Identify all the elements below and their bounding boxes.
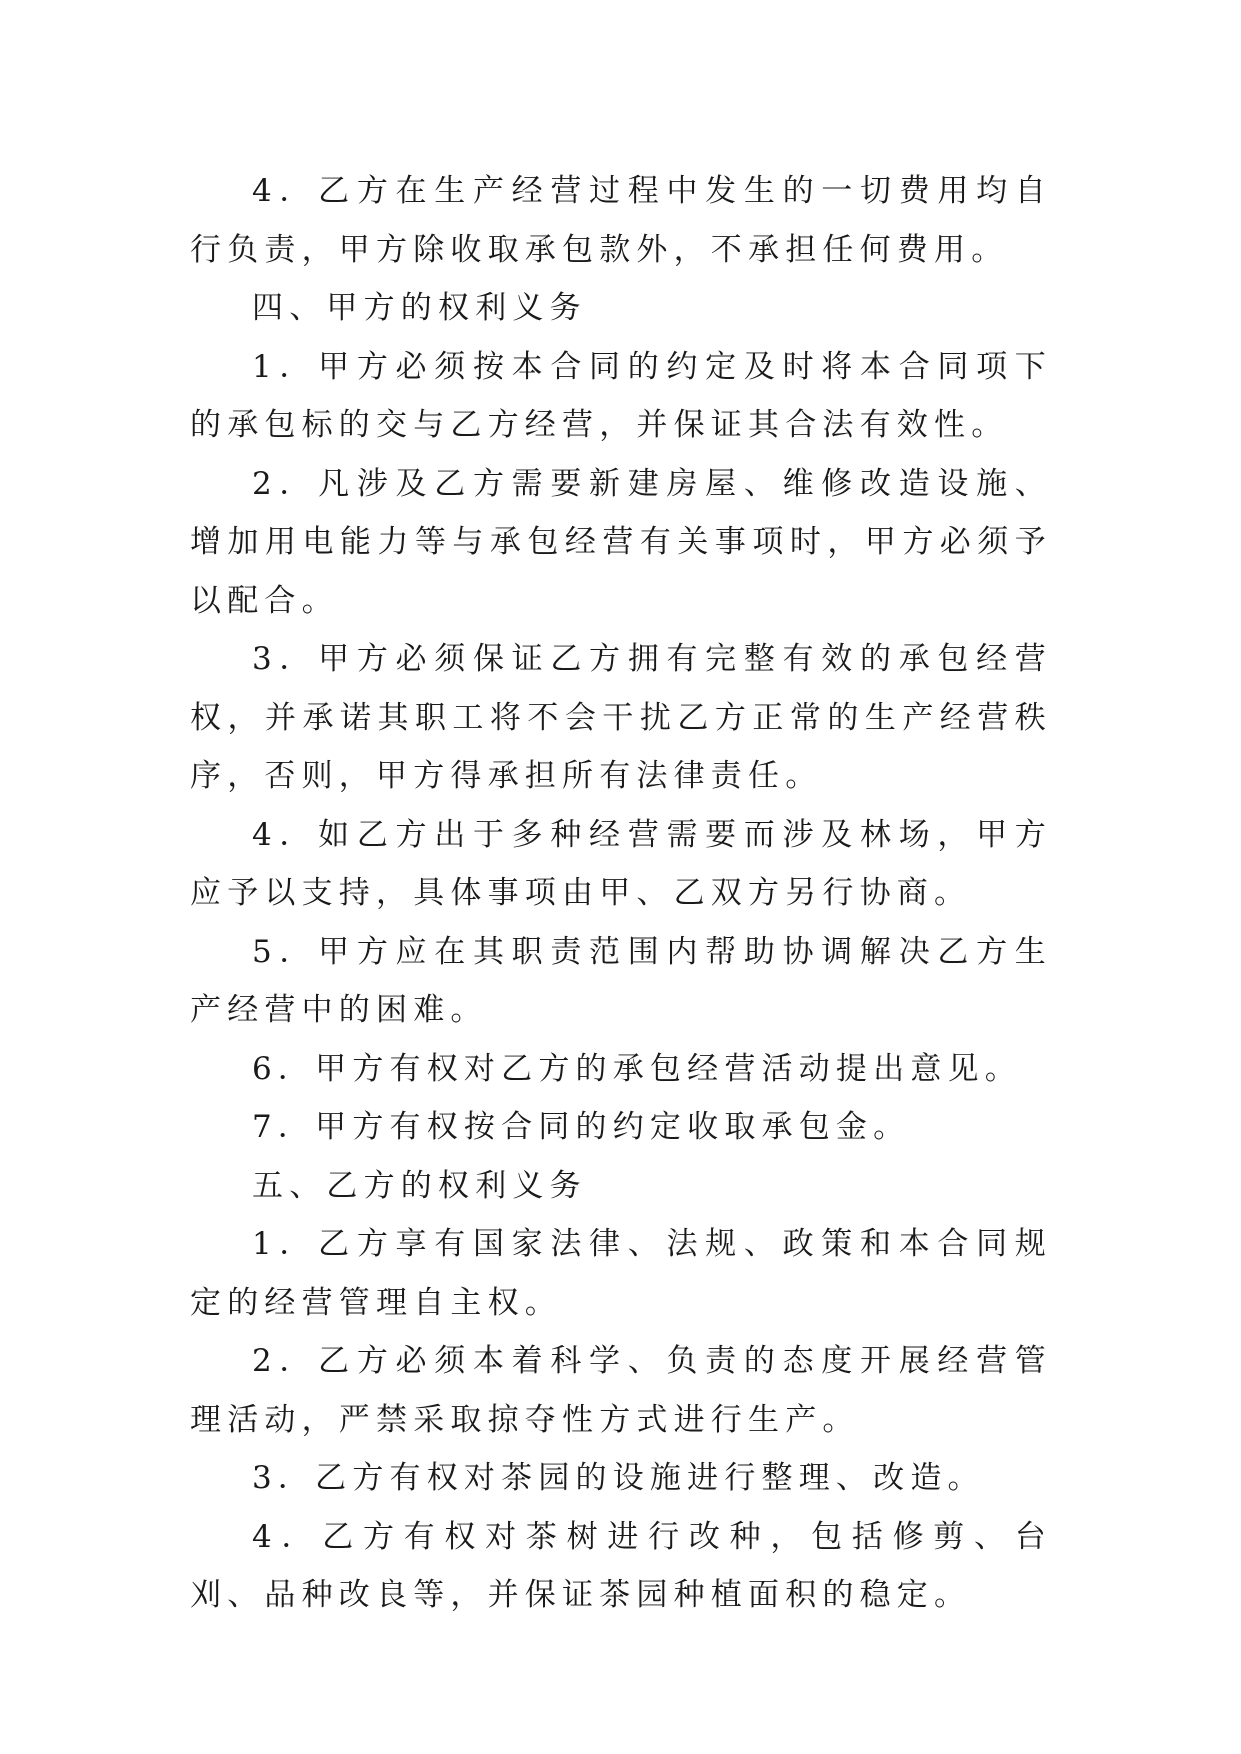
clause-paragraph: 7．甲方有权按合同的约定收取承包金。 [252,1109,911,1145]
clause-paragraph: 4．乙方在生产经营过程中发生的一切费用均自行负责，甲方除收取承包款外，不承担任何费用。 [190,173,1052,268]
clause-paragraph: 3．乙方有权对茶园的设施进行整理、改造。 [252,1460,985,1496]
clause-paragraph: 2．乙方必须本着科学、负责的态度开展经营管理活动，严禁采取掠夺性方式进行生产。 [190,1343,1052,1438]
clause-paragraph: 1．甲方必须按本合同的约定及时将本合同项下的承包标的交与乙方经营，并保证其合法有效性。 [190,348,1052,443]
clause-paragraph: 3．甲方必须保证乙方拥有完整有效的承包经营权，并承诺其职工将不会干扰乙方正常的生产经营秩序，否则，甲方得承担所有法律责任。 [190,641,1052,794]
section-heading: 四、甲方的权利义务 [252,290,587,326]
section-heading: 五、乙方的权利义务 [252,1167,587,1204]
document-body [190,162,1052,1625]
clause-paragraph: 4．乙方有权对茶树进行改种，包括修剪、台刈、品种改良等，并保证茶园种植面积的稳定。 [190,1518,1052,1613]
clause-paragraph: 6．甲方有权对乙方的承包经营活动提出意见。 [252,1050,1022,1087]
clause-paragraph: 1．乙方享有国家法律、法规、政策和本合同规定的经营管理自主权。 [190,1226,1052,1321]
clause-paragraph: 2．凡涉及乙方需要新建房屋、维修改造设施、增加用电能力等与承包经营有关事项时，甲方必须予以配合。 [190,465,1052,619]
clause-paragraph: 5．甲方应在其职责范围内帮助协调解决乙方生产经营中的困难。 [190,933,1052,1028]
clause-paragraph: 4．如乙方出于多种经营需要而涉及林场，甲方应予以支持，具体事项由甲、乙双方另行协商。 [190,816,1052,911]
